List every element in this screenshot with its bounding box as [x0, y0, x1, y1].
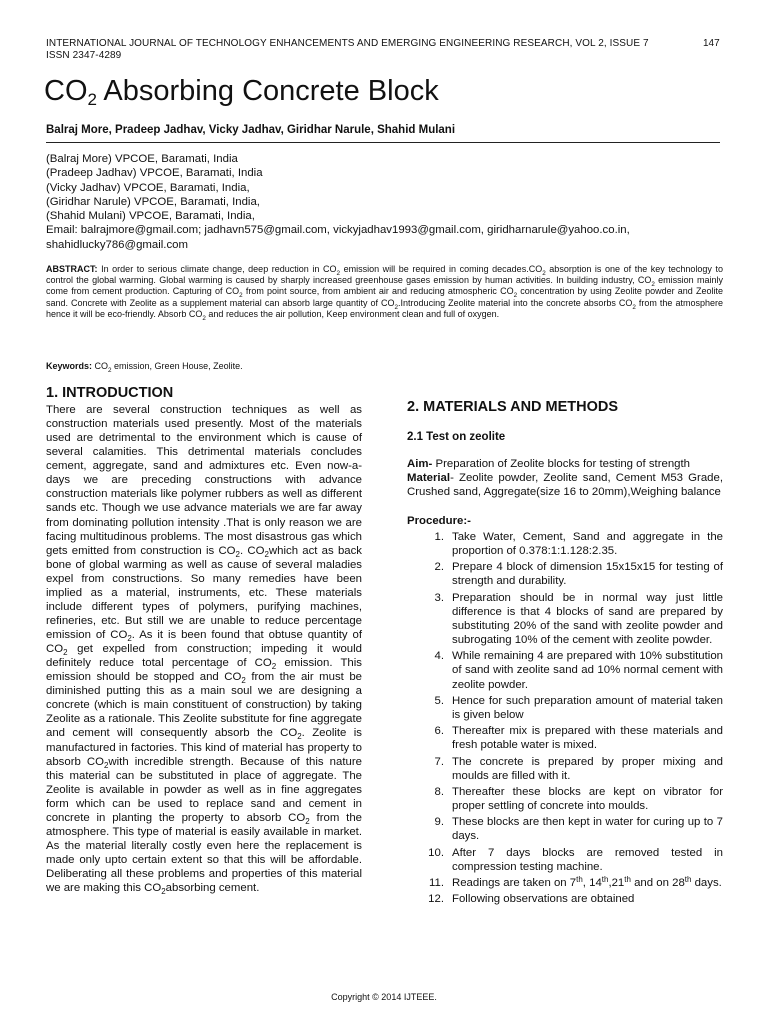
- keywords-text: $CO_2$ emission, Green House, Zeolite.: [92, 361, 243, 374]
- abstract-text: In order to serious climate change, deep reduction in $CO_2$ emission will be required in coming $decades.CO_2$ absorption is one of the key technology to control the global warming. Global warming is caused by sharply increased greenhouse gases emission by human activities. In building industry, $CO_2$ emission mainly come from cement production. Capturing of $CO_2$ from point source, from ambient air and reducing atmospheric $CO_2$ concentration by using Zeolite powder and Zeolite sand. Concrete with Zeolite as a supplement material can absorb large quantity of $CO_2.Introducing$ Zeolite material into the concrete absorbs $CO_2$ from the atmosphere hence it will be eco-friendly. Absorb $CO_2$ and reduces the air pollution, Keep environment clean and full of oxygen.: [46, 264, 724, 322]
- step-number: 7.: [434, 755, 444, 768]
- procedure-step: [407, 591, 723, 647]
- email-line: Email: balrajmore@gmail.com; jadhavn575@gmail.com, vickyjadhav1993@gmail.com, giridharnarule@yahoo.co.in,: [46, 224, 630, 237]
- procedure-step: [407, 755, 723, 783]
- aim-and-material: [407, 457, 723, 499]
- aim-line: Aim- Preparation of Zeolite blocks for testing of strength: [407, 458, 691, 470]
- abstract-label: ABSTRACT:: [46, 264, 98, 274]
- affiliation-line: (Shahid Mulani) VPCOE, Baramati, India,: [46, 210, 255, 223]
- issn: ISSN 2347-4289: [46, 50, 122, 61]
- page-number: 147: [703, 38, 720, 49]
- step-text: After 7 days blocks are removed tested in compression testing machine.: [452, 846, 723, 873]
- step-number: 8.: [434, 785, 444, 798]
- step-text: Following observations are obtained: [452, 893, 635, 906]
- procedure-step: [407, 530, 723, 558]
- step-text: Hence for such preparation amount of material taken is given below: [452, 694, 723, 721]
- procedure-step: [407, 694, 723, 722]
- materials-heading: 2. MATERIALS AND METHODS: [407, 399, 619, 415]
- material-line: Material- Zeolite powder, Zeolite sand, Cement M53 Grade, Crushed sand, Aggregate(size 16 to 20mm),Weighing balance: [407, 472, 723, 499]
- step-number: 6.: [434, 725, 444, 738]
- step-number: 9.: [434, 816, 444, 829]
- step-number: 5.: [434, 694, 444, 707]
- step-number: 4.: [434, 650, 444, 663]
- title-divider: [46, 142, 720, 143]
- introduction-body: There are several construction techniques as well as construction materials used presently. Most of the materials used are detrimental to the environment which is cause of several calamities. This detrimental materials concludes cement, aggregate, sand and admixtures etc. Even now-a-days we are preceding constructions with advance construction materials like polymer rubbers as well as different sands etc. Though we use advance materials we are far away from dominating pollution intensity .That is only reason we are facing multitudinous problems. The most disastrous gas which gets emitted from construction is $CO_2$. $CO_2which$ act as back bone of global warming as well as cause of several maladies expel from constructions. So many remedies have been implied as a material, instruments, etc. These materials include different types of polymers, purifying machines, refineries, etc. But still we are unable to reduce percentage emission of $CO_2$. As it is been found that obtuse quantity of $CO_2$ get expelled from construction; impeding it would definitely reduce total percentage of $CO_2$ emission. This emission should be stopped and $CO_2$ from the air must be diminished putting this as a main soul we are designing a concrete (which is main constituent of construction) by taking Zeolite as a rationale. This Zeolite substitute for fine aggregate and cement will consequently absorb the $CO_2$. Zeolite is manufactured in factories. This kind of material has property to absorb $CO_2with$ incredible strength. Because of this nature this material can be substituted in place of aggregate. The Zeolite is available in powder as well as in fine aggregates form which can be used to replace sand and cement in concrete in planting the property to absorb $CO_2$ from the atmosphere. This type of material is easily available in market. As the material literally costly even here the replacement is made only upto certain extent so that this will be affordable. Deliberating all these problems and properties of this material we are making this $CO_2absorbing$ cement.: [46, 404, 363, 897]
- email-line: shahidlucky786@gmail.com: [46, 238, 188, 251]
- procedure-step: [407, 892, 723, 906]
- procedure-step: [407, 815, 723, 843]
- step-number: 12.: [428, 893, 444, 906]
- step-text: Take Water, Cement, Sand and aggregate in the proportion of 0.378:1:1.128:2.35.: [452, 531, 723, 558]
- step-number: 10.: [428, 846, 444, 859]
- abstract: [46, 264, 723, 320]
- author-list: Balraj More, Pradeep Jadhav, Vicky Jadhav, Giridhar Narule, Shahid Mulani: [46, 124, 456, 136]
- journal-name: INTERNATIONAL JOURNAL OF TECHNOLOGY ENHANCEMENTS AND EMERGING ENGINEERING RESEARCH, VOL 2, ISSUE 7: [46, 38, 649, 49]
- affiliations: [46, 152, 726, 252]
- procedure-label: Procedure:-: [407, 515, 471, 527]
- step-text: Thereafter mix is prepared with these materials and fresh potable water is mixed.: [452, 725, 723, 752]
- step-number: 3.: [434, 591, 444, 604]
- procedure-step: [407, 876, 723, 890]
- step-text: While remaining 4 are prepared with 10% substitution of sand with zeolite sand ad 10% normal cement with zeolite powder.: [452, 650, 723, 691]
- introduction-heading: 1. INTRODUCTION: [46, 385, 174, 401]
- procedure-step: [407, 846, 723, 874]
- step-number: 11.: [429, 877, 444, 890]
- step-text: The concrete is prepared by proper mixing and moulds are filled with it.: [452, 755, 723, 782]
- journal-header: [46, 38, 686, 62]
- procedure-step: [407, 785, 723, 813]
- keywords: [46, 361, 243, 374]
- affiliation-line: (Giridhar Narule) VPCOE, Baramati, India,: [46, 195, 260, 208]
- procedure-step: [407, 649, 723, 691]
- step-text: Prepare 4 block of dimension 15x15x15 for testing of strength and durability.: [452, 561, 723, 588]
- zeolite-test-heading: 2.1 Test on zeolite: [407, 431, 506, 443]
- affiliation-line: (Pradeep Jadhav) VPCOE, Baramati, India: [46, 167, 263, 180]
- procedure-step: [407, 560, 723, 588]
- copyright: Copyright © 2014 IJTEEE.: [331, 992, 437, 1002]
- affiliation-line: (Vicky Jadhav) VPCOE, Baramati, India,: [46, 181, 250, 194]
- affiliation-line: (Balraj More) VPCOE, Baramati, India: [46, 153, 238, 165]
- procedure-step: [407, 724, 723, 752]
- step-number: 1.: [434, 531, 444, 543]
- keywords-label: Keywords:: [46, 361, 93, 371]
- step-text: Readings are taken on 7th, 14th,21th and on 28th days.: [452, 875, 722, 890]
- step-number: 2.: [434, 561, 444, 574]
- procedure-steps: [407, 530, 723, 909]
- paper-title: $CO_2$ Absorbing Concrete Block: [44, 75, 439, 109]
- step-text: Preparation should be in normal way just little difference is that 4 blocks of sand are prepared by substituting 20% of the sand with zeolite powder and subrogating 10% of the cement with zeolite powder.: [452, 591, 723, 647]
- step-text: Thereafter these blocks are kept on vibrator for proper settling of concrete into moulds.: [452, 785, 723, 812]
- step-text: These blocks are then kept in water for curing up to 7 days.: [452, 816, 723, 843]
